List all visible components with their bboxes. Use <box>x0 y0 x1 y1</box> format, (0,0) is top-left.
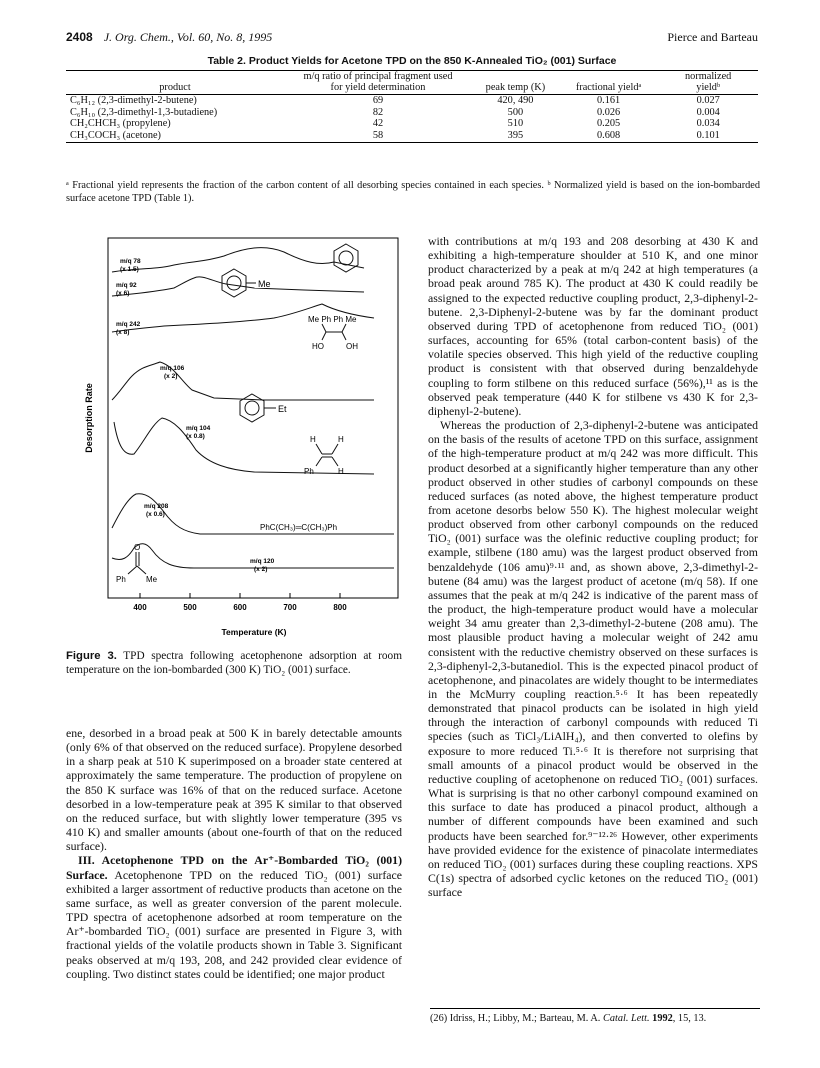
atom-label: Ph <box>116 575 126 584</box>
cell-fractional: 0.608 <box>559 130 659 143</box>
toluene-structure <box>222 269 271 297</box>
substituent-label: Et <box>278 404 287 414</box>
pinacol-label: Me Ph Ph Me <box>308 315 357 324</box>
trace-label: m/q 92 <box>116 282 137 289</box>
left-column <box>66 726 402 981</box>
paragraph: ene, desorbed in a broad peak at 500 K in barely detectable amounts (only 6% of that observed on the reduced surface). Propylene desorbed in a sharp peak at 510 K superimposed on a broader state centered at approximately the same temperature. The production of propylene on the 850 K surface was 16% of that on the reduced surface. Acetone desorbed in a low-temperature peak at 395 K similar to that observed on the reduced surface, but with slightly lower temperature (395 vs 410 K) and smaller amounts (about one-fourth of that on the reduced surface). <box>66 726 402 854</box>
cell-product: C₆H₁₀ (2,3-dimethyl-1,3-butadiene) <box>70 106 218 118</box>
page-number: 2408 <box>66 30 93 44</box>
trace-label: (x 1.5) <box>120 266 139 273</box>
paragraph: Whereas the production of 2,3-diphenyl-2-butene was anticipated on the basis of the results of acetone TPD on this surface, assignment of the high-temperature product at m/q 242 was more difficult. This product desorbed at a significantly higher temperature than any other product observed in other studies of carbonyl compounds on these reduced surfaces (as noted above, the highest temperature product from acetone desorbs below 550 K). The highest molecular weight product observed from other carbonyl compounds on the reduced TiO₂ (001) surface was the olefinic reductive coupling product; for example, stilbene (180 amu) was the largest product observed from benzaldehyde (106 amu)⁹·¹¹ and, as shown above, 2,3-dimethyl-2-butene (84 amu) was the largest product of acetone (m/q 58). If one assumes that the peak at m/q 242 is indicative of the parent mass of the product, the high-temperature product would have a molecular weight 34 amu greater than 2,3-dimethyl-2-butene (208 amu). The most plausible product having a molecular weight of 242 amu consistent with the reductive chemistry observed on these surfaces is 2,3-diphenyl-2,3-butanediol. This is the expected pinacol product of acetophenone, and pinacolates are widely thought to be intermediates in the McMurry coupling reaction.⁵·⁶ It has been repeatedly demonstrated that pinacol products can be isolated in high yield through the interaction of carbonyl compounds with reduced Ti species (such as TiCl₃/LiAlH₄), and then converted to olefins by exposure to more reduced Ti.⁵·⁶ It is therefore not surprising that small amounts of a pinacol product would be observed in the reductive coupling of acetophenone on reduced TiO₂ (001) surfaces. What is surprising is that no other carbonyl compound examined on this surface to date has produced a pinacol product, although a number of different compounds have been examined and such products have been searched for.⁹⁻¹²·²⁶ However, other experiments have provided evidence for the existence of pinacolate intermediates on reduced TiO₂ (001) surfaces during these coupling reactions. XPS C(1s) spectra of adsorbed cyclic ketones on the reduced TiO₂ (001) surface <box>428 418 758 900</box>
x-ticks <box>133 593 347 612</box>
atom-label: H <box>338 435 344 444</box>
atom-label: H <box>310 435 316 444</box>
figure-caption-label: Figure 3. <box>66 650 117 662</box>
x-tick-label: 400 <box>133 603 147 612</box>
atom-label: H <box>338 467 344 476</box>
trace-label: m/q 104 <box>186 425 211 432</box>
cell-normalized: 0.101 <box>658 130 758 143</box>
substituent-label: Me <box>258 279 271 289</box>
trace-label: m/q 78 <box>120 258 141 265</box>
section-heading: III. Acetophenone TPD on the Ar⁺-Bombarded TiO₂ (001) Surface. <box>66 853 402 882</box>
trace-mq104 <box>114 418 374 474</box>
pinacol-oh: OH <box>346 342 358 351</box>
atom-label: Ph <box>304 467 314 476</box>
ref-number: (26) <box>430 1013 448 1024</box>
ref-rest: , 15, 13. <box>672 1013 707 1024</box>
cell-peak: 500 <box>507 106 524 118</box>
ref-year: 1992 <box>652 1013 673 1024</box>
paragraph <box>66 853 402 980</box>
tpd-spectra-plot <box>64 232 404 642</box>
col-header-mq: m/q ratio of principal fragment used for yield determination <box>284 71 472 95</box>
cell-peak: 420, 490 <box>497 95 534 106</box>
col-header-fractional: fractional yieldᵃ <box>559 71 659 95</box>
pinacol-oh: HO <box>312 342 324 351</box>
trace-mq106 <box>112 362 374 400</box>
cell-normalized: 0.027 <box>696 95 720 106</box>
col-header-product: product <box>66 71 284 95</box>
cell-product: CH₂CHCH₃ (propylene) <box>70 118 171 129</box>
cell-mq: 42 <box>372 118 384 129</box>
trace-label: (x 0.6) <box>146 511 165 518</box>
col-header-normalized: normalized yieldᵇ <box>658 71 758 95</box>
table-row <box>66 118 758 130</box>
x-tick-label: 500 <box>183 603 197 612</box>
trace-label: (x 8) <box>116 329 130 336</box>
atom-label: Me <box>146 575 158 584</box>
trace-label: (x 0.8) <box>186 433 205 440</box>
x-axis-label: Temperature (K) <box>221 627 287 637</box>
trace-label: (x 2) <box>164 373 178 380</box>
figure-3 <box>64 232 404 642</box>
right-column <box>428 234 758 899</box>
cell-mq: 82 <box>372 106 384 118</box>
benzene-structure <box>334 244 358 272</box>
atom-label: O <box>134 543 141 552</box>
cell-normalized: 0.034 <box>696 118 720 129</box>
cell-fractional: 0.161 <box>597 95 621 106</box>
x-tick-label: 600 <box>233 603 247 612</box>
cell-product: C₆H₁₂ (2,3-dimethyl-2-butene) <box>70 95 197 106</box>
ethylbenzene-structure <box>240 394 287 422</box>
cell-product: CH₃COCH₃ (acetone) <box>66 130 284 143</box>
stilbene-structure <box>304 435 344 476</box>
y-axis-label: Desorption Rate <box>84 383 94 453</box>
table-row <box>66 95 758 107</box>
col-header-peak: peak temp (K) <box>472 71 559 95</box>
cell-mq: 58 <box>284 130 472 143</box>
figure-caption <box>66 650 402 677</box>
trace-label: m/q 208 <box>144 503 169 510</box>
x-tick-label: 800 <box>333 603 347 612</box>
ref-journal: Catal. Lett. <box>602 1013 650 1024</box>
table-caption: Table 2. Product Yields for Acetone TPD on the 850 K-Annealed TiO₂ (001) Surface <box>207 55 617 67</box>
trace-mq78 <box>112 248 364 272</box>
trace-label: m/q 106 <box>160 365 185 372</box>
trace-mq92 <box>112 277 364 296</box>
cell-peak: 510 <box>507 118 524 129</box>
running-header <box>66 30 758 46</box>
x-tick-label: 700 <box>283 603 297 612</box>
cell-normalized: 0.004 <box>696 106 720 118</box>
reference-26 <box>430 1008 760 1024</box>
paragraph-text: Acetophenone TPD on the reduced TiO₂ (001) surface exhibited a larger assortment of reductive products than acetone on the same surface, as well as greater conversion of the parent molecule. TPD spectra of acetophenone adsorbed at room temperature on the Ar⁺-bombarded TiO₂ (001) surface are presented in Figure 3, with fractional yields of the volatile products shown in Table 3. Significant peaks observed at m/q 193, 208, and 242 provided clear evidence of coupling. Two distinct states could be identified; one major product <box>66 867 402 981</box>
pinacol-structure <box>308 315 358 351</box>
table-row <box>66 130 758 143</box>
trace-label: (x 6) <box>116 290 130 297</box>
trace-label: m/q 120 <box>250 558 275 565</box>
cell-fractional: 0.026 <box>597 106 621 118</box>
figure-caption-text: TPD spectra following acetophenone adsorption at room temperature on the ion-bombarded (300 K) TiO₂ (001) surface. <box>66 650 402 676</box>
cell-fractional: 0.205 <box>597 118 621 129</box>
alkene-formula: PhC(CH₃)═C(CH₃)Ph <box>260 523 338 532</box>
paragraph: with contributions at m/q 193 and 208 desorbing at 430 K and exhibiting a high-temperature shoulder at 510 K, and one minor product characterized by a peak at m/q 242 at high temperatures (a broad peak around 785 K). The product at 430 K could readily be assigned to the expected reductive coupling product, 2,3-diphenyl-2-butene. 2,3-Diphenyl-2-butene was by far the dominant product observed during TPD of acetophenone from reduced TiO₂ (001) surfaces, accounting for 65% (total carbon-content basis) of the volatile species observed. This high yield of the reductive coupling product is consistent with that observed during benzaldehyde coupling to form stilbene on this reduced surface (56%),¹¹ as is the observed peak temperature (440 K for stilbene vs 430 K for 2,3-diphenyl-2-butene). <box>428 234 758 418</box>
running-authors: Pierce and Barteau <box>667 30 758 44</box>
product-yields-table <box>66 70 758 143</box>
journal-citation: J. Org. Chem., Vol. 60, No. 8, 1995 <box>103 30 273 44</box>
ref-authors: Idriss, H.; Libby, M.; Barteau, M. A. <box>449 1013 601 1024</box>
table-row <box>66 107 758 119</box>
cell-peak: 395 <box>472 130 559 143</box>
table-footnote: ᵃ Fractional yield represents the fraction of the carbon content of all desorbing species contained in each species. ᵇ Normalized yield is based on the ion-bombarded surface acetone TPD (Table 1). <box>66 180 760 204</box>
trace-label: m/q 242 <box>116 321 141 328</box>
cell-mq: 69 <box>372 95 384 106</box>
trace-label: (x 2) <box>254 566 268 573</box>
